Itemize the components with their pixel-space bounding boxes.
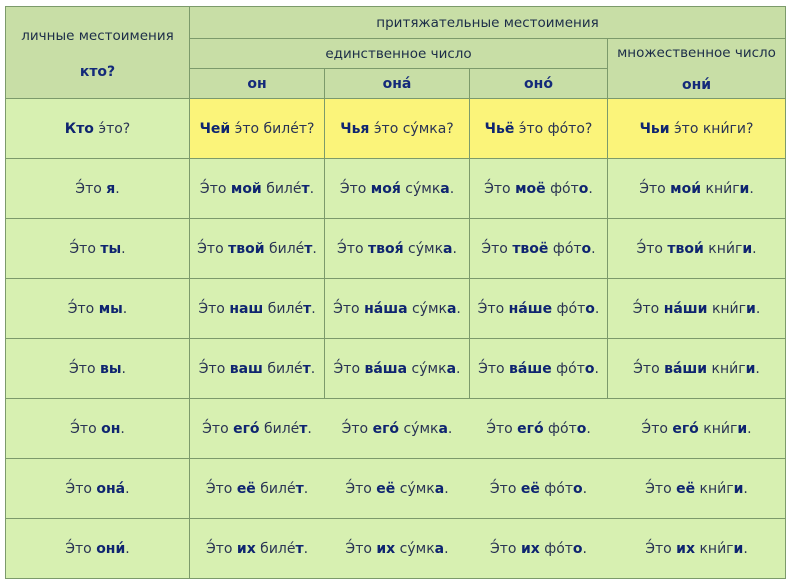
example-bold: его́ <box>372 420 400 437</box>
example-mid: су́мк <box>395 540 435 557</box>
example-mid: кни́г <box>701 180 740 197</box>
example-end: а <box>443 240 453 257</box>
example-row <box>6 399 786 459</box>
example-end: а <box>434 480 445 497</box>
example-post: . <box>749 180 754 197</box>
example-pre: Э́то <box>632 300 664 317</box>
example-mid: биле́ <box>262 360 303 377</box>
col-oni: они́ <box>681 77 712 93</box>
example-pre: Э́то <box>345 480 377 497</box>
example-row <box>6 279 786 339</box>
example-bold: их <box>676 540 696 557</box>
example-end: т <box>302 360 311 377</box>
example-bold: твоя́ <box>368 240 404 257</box>
personal-pre: Э́то <box>65 480 97 497</box>
example-post: . <box>594 300 600 317</box>
example-bold: его́ <box>517 420 544 437</box>
example-post: . <box>755 360 760 377</box>
example-post: . <box>591 240 596 257</box>
example-bold: моё <box>515 180 546 197</box>
personal-post: . <box>120 420 125 437</box>
example-post: . <box>307 420 312 437</box>
example-pre: Э́то <box>199 180 231 197</box>
example-mid: биле́ <box>261 180 302 197</box>
example-post: . <box>743 480 748 497</box>
example-pre: Э́то <box>633 360 665 377</box>
col-ona: она́ <box>325 69 470 99</box>
question-cell-ono <box>470 99 608 159</box>
personal-post: . <box>125 540 130 557</box>
example-end: т <box>299 420 308 437</box>
question-cell-oni <box>608 99 786 159</box>
example-end: и <box>733 480 744 497</box>
possessive-example-cell <box>608 219 786 279</box>
example-end: а <box>440 180 450 197</box>
example-pre: Э́то <box>641 420 673 437</box>
example-bold: на́ши <box>663 300 708 317</box>
personal-post: . <box>125 480 130 497</box>
example-pre: Э́то <box>484 180 516 197</box>
example-bold: его́ <box>672 420 699 437</box>
example-end: и <box>745 360 756 377</box>
personal-bold: он <box>101 420 121 437</box>
possessive-example-cell <box>470 219 608 279</box>
example-mid: кни́г <box>703 240 743 257</box>
example-bold: их <box>520 540 540 557</box>
personal-bold: она́ <box>96 480 126 497</box>
personal-pronoun-cell <box>6 159 190 219</box>
example-end: и <box>739 180 750 197</box>
personal-pre: Э́то <box>75 180 107 197</box>
possessive-example-cell <box>325 279 470 339</box>
example-bold: её <box>676 480 696 497</box>
example-end: о <box>585 300 595 317</box>
example-post: . <box>747 420 752 437</box>
example-post: . <box>447 420 453 437</box>
example-post: . <box>755 300 761 317</box>
possessive-example-cell <box>608 399 786 459</box>
example-mid: кни́г <box>695 540 734 557</box>
example-bold: мои́ <box>670 180 702 197</box>
example-post: . <box>312 240 317 257</box>
example-end: а <box>438 420 448 437</box>
possessive-example-cell <box>325 459 470 519</box>
question-bold: Чья <box>340 120 370 137</box>
example-mid: биле́ <box>259 420 300 437</box>
question-personal-cell <box>6 99 190 159</box>
example-pre: Э́то <box>337 240 368 257</box>
example-post: . <box>582 480 588 497</box>
example-pre: Э́то <box>489 480 521 497</box>
example-bold: ваш <box>229 360 263 377</box>
possessive-example-cell <box>190 279 325 339</box>
example-mid: биле́ <box>263 300 304 317</box>
possessive-example-cell <box>470 339 608 399</box>
personal-pronoun-cell <box>6 459 190 519</box>
possessive-example-cell <box>325 159 470 219</box>
personal-pronoun-cell <box>6 339 190 399</box>
personal-post: . <box>121 240 126 257</box>
example-mid: фо́т <box>539 480 573 497</box>
example-post: . <box>444 480 449 497</box>
possessive-example-cell <box>608 279 786 339</box>
example-bold: твоё <box>512 240 549 257</box>
personal-pronoun-cell <box>6 519 190 579</box>
example-end: о <box>572 540 583 557</box>
example-pre: Э́то <box>205 480 237 497</box>
question-rest: э́то фо́то? <box>514 120 593 137</box>
example-mid: су́мк <box>407 360 447 377</box>
plural-header <box>608 39 786 99</box>
question-bold: Чей <box>199 120 231 137</box>
example-pre: Э́то <box>645 480 677 497</box>
pronoun-table <box>5 6 786 579</box>
example-mid: кни́г <box>698 420 738 437</box>
example-pre: Э́то <box>636 240 668 257</box>
example-end: т <box>301 180 310 197</box>
example-bold: её <box>236 480 256 497</box>
kto-label: кто? <box>79 63 116 80</box>
example-end: о <box>578 180 589 197</box>
personal-pre: Э́то <box>70 420 102 437</box>
possessive-example-cell <box>190 219 325 279</box>
question-rest: э́то су́мка? <box>369 120 454 137</box>
possessive-example-cell <box>325 399 470 459</box>
example-post: . <box>752 240 757 257</box>
example-bold: наш <box>229 300 264 317</box>
col-ono: оно́ <box>470 69 608 99</box>
example-post: . <box>310 360 316 377</box>
col-on: он <box>190 69 325 99</box>
example-mid: биле́ <box>264 240 305 257</box>
example-row <box>6 459 786 519</box>
plural-label: множественное число <box>617 45 776 61</box>
example-mid: су́мк <box>395 480 435 497</box>
personal-bold: мы <box>98 300 123 317</box>
example-mid: су́мк <box>400 180 441 197</box>
personal-pre: Э́то <box>69 240 101 257</box>
example-pre: Э́то <box>481 240 513 257</box>
example-pre: Э́то <box>639 180 671 197</box>
personal-bold: ты <box>100 240 122 257</box>
possessive-example-cell <box>470 519 608 579</box>
question-bold: Чьи <box>639 120 670 137</box>
possessive-example-cell <box>470 399 608 459</box>
example-bold: ва́ши <box>664 360 708 377</box>
personal-pronouns-header <box>6 7 190 99</box>
example-bold: мой <box>230 180 262 197</box>
example-end: а <box>446 360 457 377</box>
example-bold: моя́ <box>370 180 401 197</box>
example-post: . <box>309 180 315 197</box>
example-row <box>6 219 786 279</box>
example-bold: на́ше <box>508 300 553 317</box>
example-post: . <box>444 540 449 557</box>
possessive-example-cell <box>190 339 325 399</box>
example-end: и <box>733 540 744 557</box>
example-post: . <box>303 480 309 497</box>
example-post: . <box>456 300 461 317</box>
example-pre: Э́то <box>339 180 371 197</box>
example-mid: фо́т <box>539 540 573 557</box>
possessive-example-cell <box>470 459 608 519</box>
possessive-example-cell <box>470 279 608 339</box>
example-post: . <box>452 240 457 257</box>
singular-header: единственное число <box>190 39 608 69</box>
example-mid: фо́т <box>545 180 579 197</box>
example-mid: су́мк <box>403 240 444 257</box>
personal-bold: вы <box>99 360 122 377</box>
example-end: о <box>576 420 587 437</box>
example-end: о <box>573 480 583 497</box>
example-mid: биле́ <box>255 540 296 557</box>
personal-pre: Э́то <box>65 540 97 557</box>
example-pre: Э́то <box>198 300 230 317</box>
personal-pronoun-cell <box>6 219 190 279</box>
possessive-example-cell <box>470 159 608 219</box>
example-pre: Э́то <box>341 420 373 437</box>
personal-pronoun-cell <box>6 279 190 339</box>
question-row <box>6 99 786 159</box>
example-bold: твои́ <box>667 240 704 257</box>
possessive-example-cell <box>608 519 786 579</box>
personal-post: . <box>121 360 126 377</box>
example-bold: ва́ша <box>364 360 408 377</box>
question-rest: э́то кни́ги? <box>669 120 754 137</box>
example-pre: Э́то <box>197 240 229 257</box>
personal-bold: я <box>106 180 116 197</box>
example-bold: его́ <box>233 420 260 437</box>
example-pre: Э́то <box>205 540 237 557</box>
personal-post: . <box>122 300 128 317</box>
example-end: и <box>737 420 748 437</box>
question-personal-rest: э́то? <box>93 120 131 137</box>
example-pre: Э́то <box>333 360 365 377</box>
example-pre: Э́то <box>489 540 521 557</box>
possessive-example-cell <box>608 339 786 399</box>
question-bold: Чьё <box>484 120 515 137</box>
example-post: . <box>303 540 309 557</box>
example-end: т <box>304 240 313 257</box>
example-pre: Э́то <box>477 300 509 317</box>
possessive-example-cell <box>190 459 325 519</box>
example-bold: ва́ше <box>509 360 552 377</box>
question-cell-ona <box>325 99 470 159</box>
example-pre: Э́то <box>645 540 677 557</box>
example-mid: фо́т <box>543 420 577 437</box>
example-mid: су́мк <box>407 300 447 317</box>
example-mid: биле́ <box>255 480 296 497</box>
example-end: и <box>742 240 753 257</box>
example-bold: её <box>520 480 540 497</box>
personal-pre: Э́то <box>69 360 100 377</box>
example-post: . <box>449 180 455 197</box>
example-pre: Э́то <box>202 420 234 437</box>
question-personal-bold: Кто <box>64 120 94 137</box>
example-bold: твой <box>228 240 265 257</box>
example-end: о <box>581 240 592 257</box>
possessive-example-cell <box>325 519 470 579</box>
example-mid: фо́т <box>552 300 586 317</box>
example-post: . <box>743 540 748 557</box>
personal-bold: они́ <box>96 540 126 557</box>
personal-pronouns-label: личные местоимения <box>21 27 174 44</box>
example-mid: кни́г <box>707 360 746 377</box>
question-cell-on <box>190 99 325 159</box>
example-post: . <box>456 360 461 377</box>
example-mid: кни́г <box>695 480 734 497</box>
example-end: а <box>446 300 457 317</box>
example-post: . <box>588 180 593 197</box>
possessive-example-cell <box>190 519 325 579</box>
example-pre: Э́то <box>345 540 377 557</box>
personal-pre: Э́то <box>67 300 99 317</box>
example-end: т <box>295 480 304 497</box>
possessive-example-cell <box>325 339 470 399</box>
example-mid: кни́г <box>707 300 747 317</box>
example-post: . <box>594 360 599 377</box>
example-bold: на́ша <box>364 300 408 317</box>
possessive-example-cell <box>608 159 786 219</box>
possessive-example-cell <box>190 159 325 219</box>
example-row <box>6 159 786 219</box>
example-mid: фо́т <box>548 240 582 257</box>
possessive-pronouns-header: притяжательные местоимения <box>190 7 786 39</box>
possessive-example-cell <box>608 459 786 519</box>
example-mid: су́мк <box>399 420 439 437</box>
example-bold: её <box>376 480 396 497</box>
example-end: о <box>584 360 595 377</box>
example-pre: Э́то <box>333 300 365 317</box>
possessive-example-cell <box>325 219 470 279</box>
personal-pronoun-cell <box>6 399 190 459</box>
example-rows <box>6 159 786 579</box>
example-end: т <box>303 300 312 317</box>
example-bold: их <box>236 540 256 557</box>
example-bold: их <box>376 540 396 557</box>
possessive-example-cell <box>190 399 325 459</box>
example-pre: Э́то <box>486 420 518 437</box>
header-row-1 <box>6 7 786 39</box>
example-row <box>6 339 786 399</box>
example-end: и <box>746 300 756 317</box>
personal-post: . <box>115 180 120 197</box>
example-row <box>6 519 786 579</box>
example-post: . <box>311 300 316 317</box>
example-post: . <box>586 420 591 437</box>
example-pre: Э́то <box>198 360 230 377</box>
example-pre: Э́то <box>478 360 510 377</box>
example-end: т <box>295 540 304 557</box>
example-end: а <box>434 540 445 557</box>
example-post: . <box>582 540 587 557</box>
question-rest: э́то биле́т? <box>230 120 315 137</box>
example-mid: фо́т <box>551 360 585 377</box>
